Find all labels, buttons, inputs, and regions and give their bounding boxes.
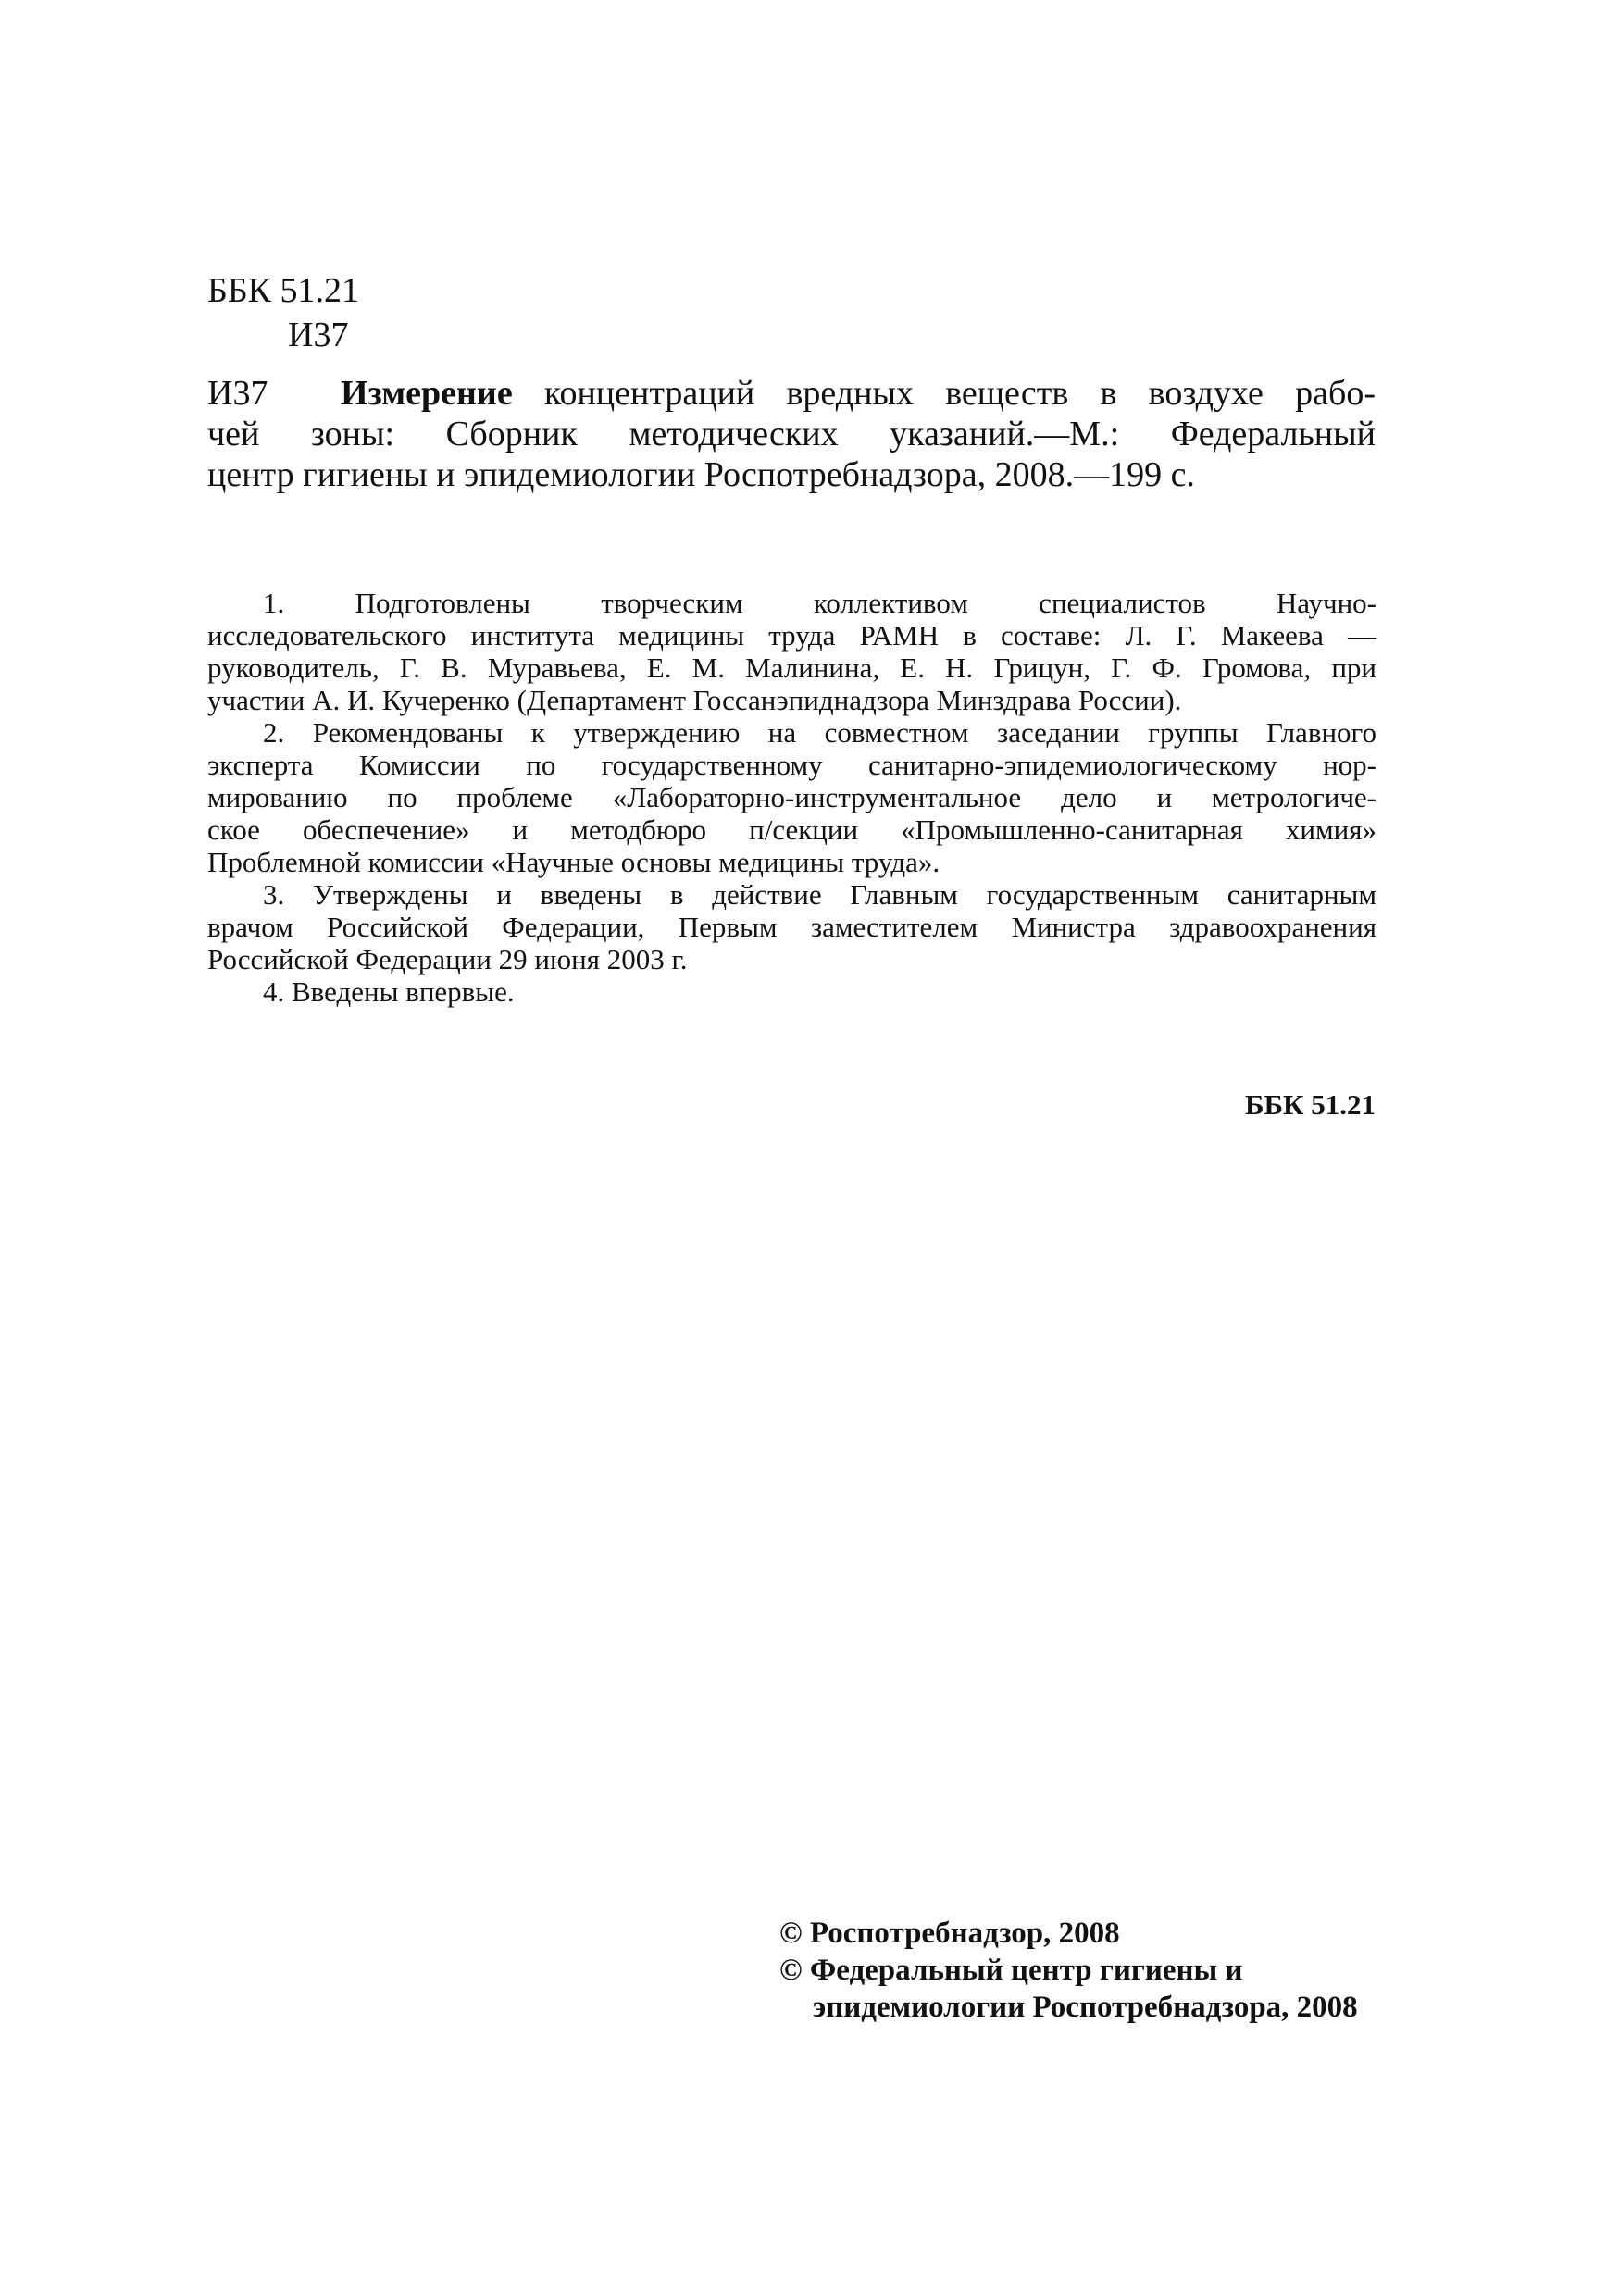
bib-line-1-rest: концентраций вредных веществ в воздухе рабо-: [512, 374, 1376, 413]
note-1-line-4: участии А. И. Кучеренко (Департамент Госсанэпиднадзора Минздрава России).: [207, 684, 1182, 716]
bbk-index: ББК 51.21: [207, 271, 359, 310]
bib-author-mark: И37: [207, 374, 268, 413]
bib-description: [341, 373, 1376, 414]
bib-line-2: чей зоны: Сборник методических указаний.—М.: Федеральный: [207, 415, 1376, 453]
notes-block: [207, 587, 1376, 1008]
author-mark: И37: [288, 316, 349, 354]
note-2-line-3: мированию по проблеме «Лабораторно-инструментальное дело и метрологиче-: [207, 781, 1376, 813]
note-4: 4. Введены впервые.: [263, 975, 515, 1008]
note-3-line-3: Российской Федерации 29 июня 2003 г.: [207, 943, 688, 975]
note-1-line-3: руководитель, Г. В. Муравьева, Е. М. Малинина, Е. Н. Грицун, Г. Ф. Громова, при: [207, 652, 1376, 684]
bib-line-3: центр гигиены и эпидемиологии Роспотребнадзора, 2008.—199 с.: [207, 455, 1195, 494]
bib-line-1: [341, 373, 1376, 414]
note-1-line-1: 1. Подготовлены творческим коллективом специалистов Научно-: [263, 587, 1376, 619]
note-3-line-1: 3. Утверждены и введены в действие Главным государственным санитарным: [263, 878, 1376, 911]
note-1-line-2: исследовательского института медицины труда РАМН в составе: Л. Г. Макеева —: [207, 619, 1376, 652]
note-2-line-1: 2. Рекомендованы к утверждению на совместном заседании группы Главного: [263, 716, 1376, 749]
note-2-line-4: ское обеспечение» и методбюро п/секции «Промышленно-санитарная химия»: [207, 813, 1376, 846]
copyright-line-1: © Роспотребнадзор, 2008: [779, 1917, 1120, 1950]
copyright-line-2: © Федеральный центр гигиены и: [779, 1954, 1243, 1987]
note-2-line-5: Проблемной комиссии «Научные основы медицины труда».: [207, 846, 940, 878]
bib-title: Измерение: [341, 374, 513, 413]
bbk-index-bottom: ББК 51.21: [1245, 1088, 1376, 1121]
copyright-line-3: эпидемиологии Роспотребнадзора, 2008: [813, 1991, 1358, 2024]
note-2-line-2: эксперта Комиссии по государственному санитарно-эпидемиологическому нор-: [207, 749, 1376, 781]
copyright-block: [779, 1915, 1358, 2026]
note-3-line-2: врачом Российской Федерации, Первым заместителем Министра здравоохранения: [207, 911, 1376, 943]
bib-continuation: [207, 414, 1376, 495]
